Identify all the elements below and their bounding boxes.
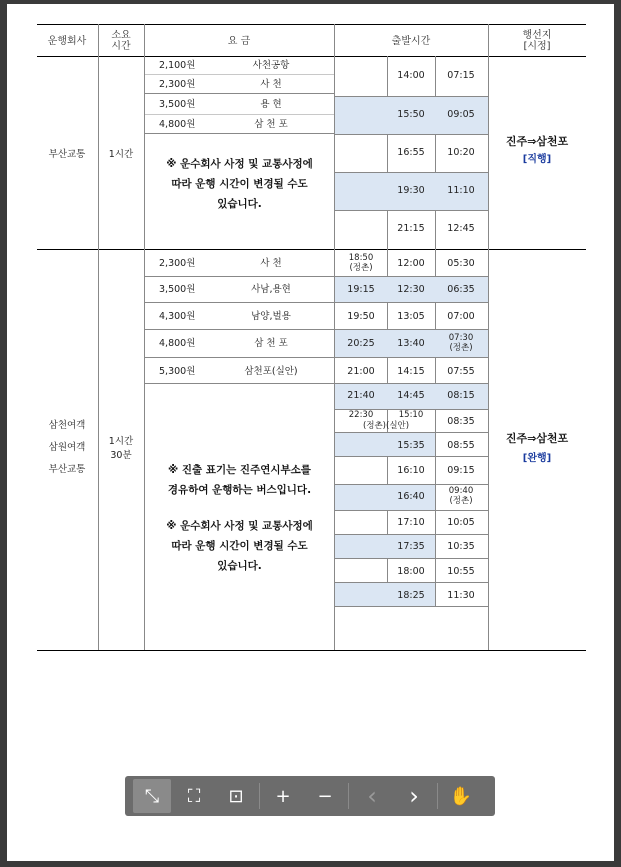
time-cell: 18:50	[348, 253, 374, 263]
header-separator	[37, 56, 586, 57]
time-cell: 18:25	[397, 590, 425, 601]
prev-page-icon[interactable]: ‹	[367, 782, 377, 810]
header-departure: 출발시간	[391, 36, 431, 47]
table-bottom-border	[37, 650, 586, 651]
time-cell: 09:05	[447, 109, 475, 120]
note-section2-b: ※ 운수회사 사정 및 교통사정에 따라 운행 시간이 변경될 수도 있습니다.	[166, 520, 313, 572]
table-top-border	[37, 24, 586, 25]
time-cell: 21:40	[347, 390, 375, 401]
section-separator	[37, 249, 586, 250]
fare-price: 5,300원	[159, 366, 196, 377]
fare-dest: 용 현	[260, 99, 282, 110]
time-cell: 13:05	[397, 311, 425, 322]
time-note: (정촌)(실안)	[362, 421, 410, 431]
toolbar-divider	[437, 783, 438, 809]
time-cell: 11:10	[447, 185, 475, 196]
company-section1: 부산교통	[48, 149, 86, 160]
time-cell: 10:55	[447, 566, 475, 577]
row-divider	[335, 409, 488, 410]
time-cell: 16:55	[397, 147, 425, 158]
time-cell: 14:45	[397, 390, 425, 401]
time-cell: 10:05	[447, 517, 475, 528]
time-cell: 21:00	[347, 366, 375, 377]
fare-dest: 삼 천 포	[254, 119, 288, 130]
fare-price: 4,800원	[159, 338, 196, 349]
time-cell: 07:30	[448, 333, 474, 343]
time-cell: 09:40	[448, 486, 474, 496]
toolbar-divider	[348, 783, 349, 809]
time-cell: 18:00	[397, 566, 425, 577]
header-route: 행선지 [시정]	[522, 30, 552, 52]
time-cell: 08:35	[447, 416, 475, 427]
time-cell: 14:15	[397, 366, 425, 377]
time-cell: 11:30	[447, 590, 475, 601]
duration-section1: 1시간	[108, 149, 134, 160]
route-tag-section2: [완행]	[522, 453, 552, 464]
fare-dest: 삼천포(실안)	[244, 366, 298, 377]
route-section2: 진주⇒삼천포	[505, 432, 569, 445]
viewer-toolbar	[125, 776, 495, 816]
time-cell: 15:50	[397, 109, 425, 120]
route-tag-section1: [직행]	[522, 154, 552, 165]
row-divider	[335, 510, 488, 511]
header-company: 운행회사	[47, 36, 87, 47]
time-note: (정촌)	[449, 343, 473, 353]
time-cell: 14:00	[397, 70, 425, 81]
row-divider	[335, 534, 488, 535]
fare-dest: 사남,용현	[251, 284, 291, 295]
time-cell: 12:30	[397, 284, 425, 295]
row-divider	[335, 456, 488, 457]
fare-price: 2,100원	[159, 60, 196, 71]
row-divider	[335, 302, 488, 303]
row-divider	[335, 484, 488, 485]
time-cell: 19:15	[347, 284, 375, 295]
row-divider	[335, 558, 488, 559]
fare-dest: 사천공항	[252, 60, 290, 71]
time-cell: 22:30	[348, 410, 374, 420]
zoom-out-icon[interactable]: −	[317, 785, 333, 807]
document-page	[7, 4, 614, 861]
time-cell: 06:35	[447, 284, 475, 295]
row-divider	[335, 432, 488, 433]
row-divider	[335, 582, 488, 583]
time-cell: 05:30	[447, 258, 475, 269]
route-section1: 진주⇒삼천포	[505, 135, 569, 148]
time-cell: 07:55	[447, 366, 475, 377]
time-cell: 12:45	[447, 223, 475, 234]
time-cell: 19:50	[347, 311, 375, 322]
fare-dest: 삼 천 포	[254, 338, 288, 349]
header-duration: 소요 시간	[111, 30, 131, 52]
row-divider	[335, 329, 488, 330]
zoom-in-icon[interactable]: +	[275, 785, 291, 807]
fare-price: 4,800원	[159, 119, 196, 130]
time-cell: 12:00	[397, 258, 425, 269]
time-cell: 16:40	[397, 491, 425, 502]
time-note: (정촌)	[349, 263, 373, 273]
time-cell: 17:10	[397, 517, 425, 528]
time-cell: 13:40	[397, 338, 425, 349]
fit-page-icon[interactable]: ⤡	[133, 779, 171, 813]
duration-section2: 30분	[110, 450, 132, 461]
row-divider	[335, 606, 488, 607]
time-cell: 15:35	[397, 440, 425, 451]
time-cell: 19:30	[397, 185, 425, 196]
time-cell: 17:35	[397, 541, 425, 552]
time-cell: 16:10	[397, 465, 425, 476]
fare-dest: 남양,벌용	[251, 311, 291, 322]
next-page-icon[interactable]: ›	[409, 782, 419, 810]
company-section2: 삼천여객	[48, 420, 86, 431]
pan-hand-icon[interactable]: ✋	[449, 785, 473, 807]
time-cell: 07:15	[447, 70, 475, 81]
duration-section2: 1시간	[108, 436, 134, 447]
time-cell: 08:15	[447, 390, 475, 401]
time-cell: 10:35	[447, 541, 475, 552]
time-cell: 15:10	[398, 410, 424, 420]
fare-price: 3,500원	[159, 99, 196, 110]
row-divider	[335, 357, 488, 358]
company-section2: 삼원여객	[48, 442, 86, 453]
fit-width-icon[interactable]: ⊡	[228, 785, 244, 807]
time-cell: 08:55	[447, 440, 475, 451]
fare-price: 2,300원	[159, 79, 196, 90]
time-cell: 09:15	[447, 465, 475, 476]
note-section2-a: ※ 진출 표기는 진주연시부소를 경유하여 운행하는 버스입니다.	[167, 464, 312, 496]
fare-price: 3,500원	[159, 284, 196, 295]
row-divider	[335, 383, 488, 384]
time-cell: 21:15	[397, 223, 425, 234]
fullscreen-icon[interactable]: ⛶	[187, 785, 201, 807]
note-section1: ※ 운수회사 사정 및 교통사정에 따라 운행 시간이 변경될 수도 있습니다.	[166, 158, 313, 210]
fare-price: 4,300원	[159, 311, 196, 322]
row-divider	[335, 276, 488, 277]
fare-dest: 사 천	[260, 79, 282, 90]
fare-dest: 사 천	[260, 258, 282, 269]
company-section2: 부산교통	[48, 464, 86, 475]
time-note: (정촌)	[449, 496, 473, 506]
time-cell: 07:00	[447, 311, 475, 322]
toolbar-divider	[259, 783, 260, 809]
time-cell: 10:20	[447, 147, 475, 158]
header-fare: 요 금	[227, 36, 251, 47]
time-cell: 20:25	[347, 338, 375, 349]
fare-price: 2,300원	[159, 258, 196, 269]
